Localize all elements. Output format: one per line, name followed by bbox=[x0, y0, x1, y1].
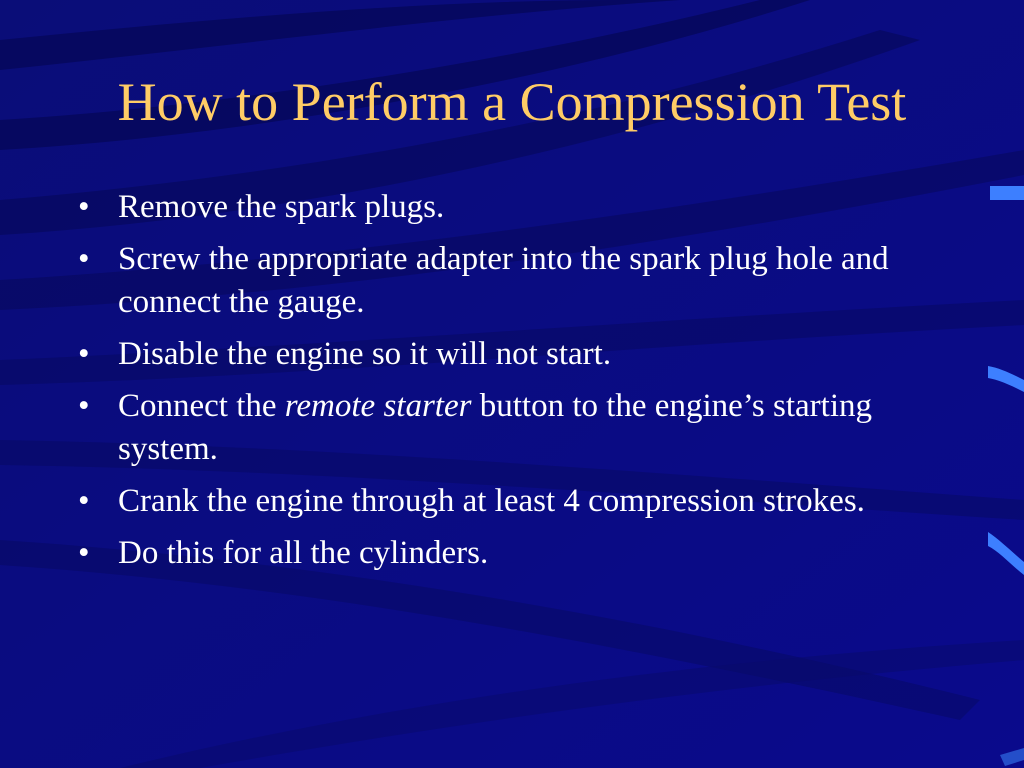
bullet-text-after: button to the engine’s starting system. bbox=[118, 388, 873, 467]
accent-mark bbox=[990, 186, 1024, 200]
bullet-text: Disable the engine so it will not start. bbox=[118, 336, 612, 372]
bullet-text: Remove the spark plugs. bbox=[118, 189, 445, 225]
bullet-item bbox=[78, 186, 938, 229]
bullet-dot-icon: • bbox=[78, 241, 90, 277]
bullet-dot-icon: • bbox=[78, 483, 90, 519]
bullet-dot-icon: • bbox=[78, 336, 90, 372]
slide-title: How to Perform a Compression Test bbox=[117, 72, 907, 132]
bullet-item bbox=[78, 480, 938, 523]
bullet-text-before: Connect the bbox=[118, 388, 285, 424]
bullet-text bbox=[118, 388, 872, 467]
bullet-item bbox=[78, 333, 938, 376]
bullet-item bbox=[78, 385, 938, 471]
bullet-dot-icon: • bbox=[78, 189, 90, 225]
bullet-list bbox=[78, 186, 938, 584]
bullet-item bbox=[78, 238, 938, 324]
bullet-item bbox=[78, 532, 938, 575]
bullet-dot-icon: • bbox=[78, 535, 90, 571]
bullet-dot-icon: • bbox=[78, 388, 90, 424]
bullet-text: Screw the appropriate adapter into the spark plug hole and connect the gauge. bbox=[118, 241, 889, 320]
bullet-text: Do this for all the cylinders. bbox=[118, 535, 489, 571]
emphasis-text: remote starter bbox=[284, 388, 472, 424]
bullet-text: Crank the engine through at least 4 compression strokes. bbox=[118, 483, 865, 519]
